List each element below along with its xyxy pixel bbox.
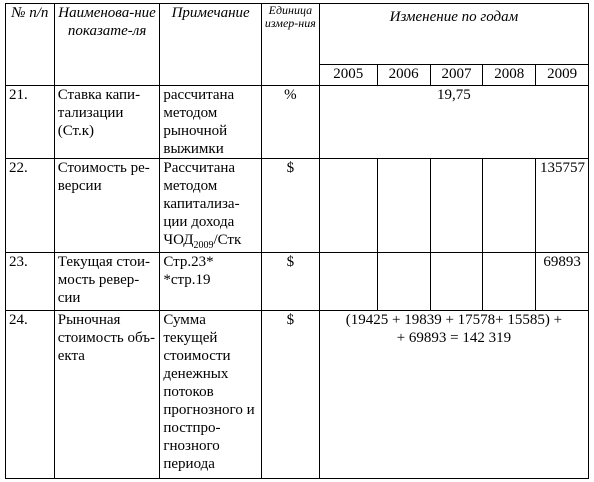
row-num: 22. — [6, 159, 55, 253]
cell-2007 — [430, 253, 483, 311]
cell-2005 — [319, 253, 377, 311]
note-line-2: *стр.19 — [163, 272, 211, 288]
table-row — [6, 159, 589, 253]
row-note — [160, 159, 262, 253]
cell-2009: 135757 — [536, 159, 589, 253]
year-2007: 2007 — [430, 65, 483, 86]
cell-2008 — [483, 159, 536, 253]
row-unit: $ — [261, 253, 319, 311]
row-name: Рыночная стоимость объ-екта — [54, 311, 160, 479]
formula-line-2: + 69893 = 142 319 — [396, 330, 512, 346]
row-name: Текущая стои-мость ревер-сии — [54, 253, 160, 311]
row-num: 21. — [6, 86, 55, 159]
note-line-1: Стр.23* — [163, 254, 214, 270]
header-note: Примечание — [160, 4, 262, 86]
cell-2006 — [377, 159, 430, 253]
note-subscript: 2009 — [193, 240, 214, 251]
cell-2007 — [430, 159, 483, 253]
cell-2009: 69893 — [536, 253, 589, 311]
header-change-by-years: Изменение по годам — [319, 4, 588, 65]
year-2009: 2009 — [536, 65, 589, 86]
header-num: № п/п — [6, 4, 55, 86]
row-num: 23. — [6, 253, 55, 311]
cell-2006 — [377, 253, 430, 311]
row-formula — [319, 311, 588, 479]
row-note: Сумма текущей стоимости денежных потоков прогнозного и постпро-гнозного периода — [160, 311, 262, 479]
row-name: Стоимость ре-версии — [54, 159, 160, 253]
year-2005: 2005 — [319, 65, 377, 86]
formula-line-1: (19425 + 19839 + 17578+ 15585) + — [345, 312, 563, 328]
cell-2008 — [483, 253, 536, 311]
note-tail: /Стк — [213, 232, 242, 248]
row-note — [160, 253, 262, 311]
note-text: Рассчитана методом капитализа-ции дохода ЧОД — [163, 160, 240, 248]
header-row — [6, 4, 589, 65]
year-2006: 2006 — [377, 65, 430, 86]
table-row — [6, 86, 589, 159]
data-table — [5, 3, 589, 479]
row-merged-value: 19,75 — [319, 86, 588, 159]
header-unit: Единица измер-ния — [261, 4, 319, 86]
row-unit: $ — [261, 159, 319, 253]
row-num: 24. — [6, 311, 55, 479]
cell-2005 — [319, 159, 377, 253]
row-name: Ставка капи-тализации (Ст.к) — [54, 86, 160, 159]
table-row — [6, 311, 589, 479]
row-unit: $ — [261, 311, 319, 479]
row-note: рассчитана методом рыночной выжимки — [160, 86, 262, 159]
year-2008: 2008 — [483, 65, 536, 86]
table-row — [6, 253, 589, 311]
header-name: Наименова-ние показате-ля — [54, 4, 160, 86]
row-unit: % — [261, 86, 319, 159]
